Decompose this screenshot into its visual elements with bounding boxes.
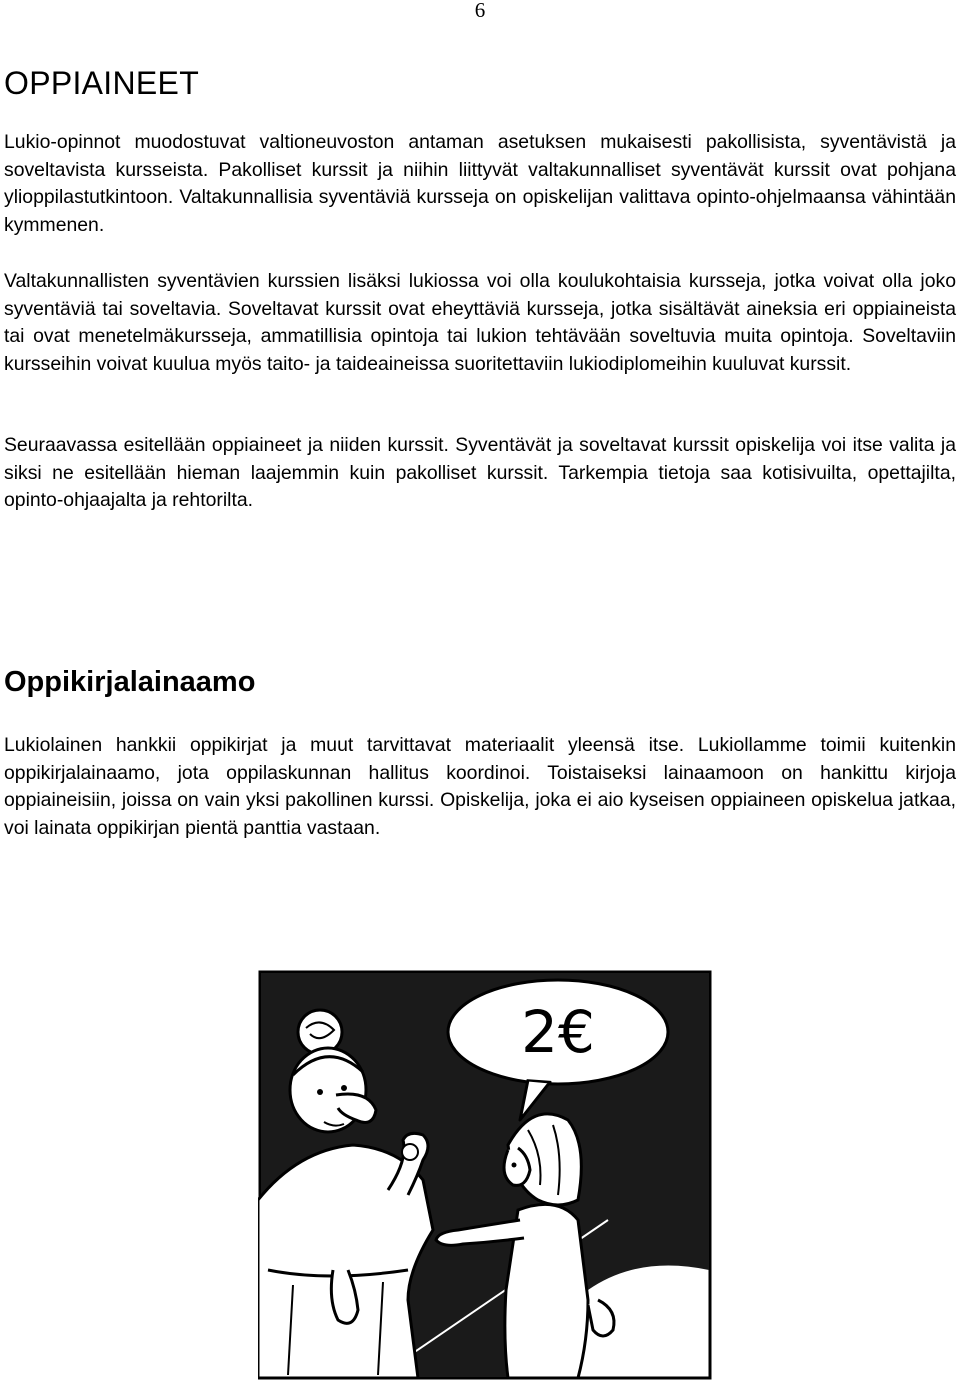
paragraph-course-types: Valtakunnallisten syventävien kurssien lisäksi lukiossa voi olla koulukohtaisia kursseja, jotka voivat olla joko syventäviä tai soveltavia. Soveltavat kurssit ovat eheyttäviä kursseja, jotka sisältävät aineksia eri oppiaineista tai ovat menetelmäkursseja, ammatillisia opintoja tai lukion tehtävään soveltuvia muita opintoja. Soveltaviin kursseihin voivat kuulua myös taito- ja taideaineissa suoritettaviin lukiodiplomeihin kuuluvat kurssit. bbox=[4, 270, 956, 375]
page-number: 6 bbox=[474, 0, 486, 22]
speech-bubble-text: 2€ bbox=[521, 998, 595, 1066]
cartoon-illustration bbox=[258, 970, 712, 1380]
section-title-oppiaineet: OPPIAINEET bbox=[4, 65, 200, 101]
cartoon-drawing bbox=[258, 970, 712, 1380]
paragraph-intro: Lukio-opinnot muodostuvat valtioneuvoston antaman asetuksen mukaisesti pakollisista, syventävistä ja soveltavista kursseista. Pakolliset kurssit ja niihin liittyvät valtakunnalliset syventävät kurssit ovat pohjana ylioppilastutkintoon. Valtakunnallisia syventäviä kursseja on opiskelijan valittava opinto-ohjelmaansa vähintään kymmenen. bbox=[4, 131, 956, 236]
section-title-oppikirjalainaamo: Oppikirjalainaamo bbox=[4, 666, 256, 698]
paragraph-textbook-library: Lukiolainen hankkii oppikirjat ja muut tarvittavat materiaalit yleensä itse. Lukiollamme toimii kuitenkin oppikirjalainaamo, jota oppilaskunnan hallitus koordinoi. Toistaiseksi lainaamoon on hankittu kirjoja oppiaineisiin, joissa on vain yksi pakollinen kurssi. Opiskelija, joka ei aio kyseisen oppiaineen opiskelua jatkaa, voi lainata oppikirjan pientä panttia vastaan. bbox=[4, 734, 956, 839]
paragraph-course-presentation: Seuraavassa esitellään oppiaineet ja niiden kurssit. Syventävät ja soveltavat kurssit opiskelija voi itse valita ja siksi ne esitellään hieman laajemmin kuin pakolliset kurssit. Tarkempia tietoja saa kotisivuilta, opettajilta, opinto-ohjaajalta ja rehtorilta. bbox=[4, 434, 956, 511]
